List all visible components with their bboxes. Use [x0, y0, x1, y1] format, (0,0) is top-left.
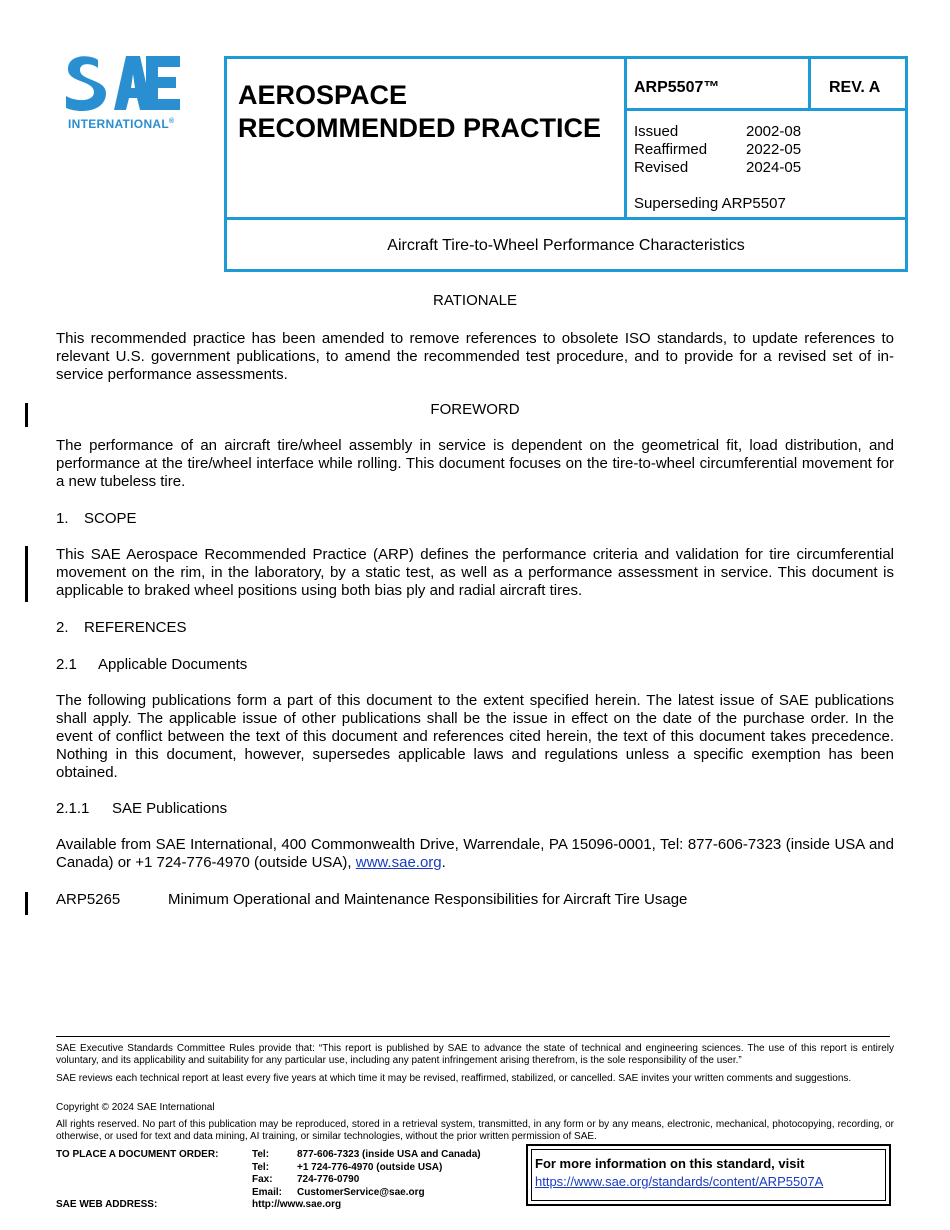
footer-review-text: SAE reviews each technical report at least every five years at which time it may be revised, reaffirmed, stabilized, or cancelled. SAE invites your written comments and suggestions. — [56, 1073, 852, 1084]
contact-row: Fax: 724-776-0790 — [252, 1174, 360, 1185]
standard-link[interactable]: https://www.sae.org/standards/content/ARP5507A — [535, 1174, 824, 1189]
footer-rights-text: All rights reserved. No part of this publication may be reproduced, stored in a retrieval system, transmitted, in any form or by any means, electronic, mechanical, photocopying, recording, or otherwise, or used for text and data mining, AI training, or similar technologies, without the prior written permission of SAE. — [56, 1119, 894, 1142]
date-row-revised: Revised 2024-05 — [634, 159, 802, 176]
date-table — [634, 123, 801, 177]
sae-publications-text: Available from SAE International, 400 Commonwealth Drive, Warrendale, PA 15096-0001, Tel: 877-606-7323 (inside USA and Canada) or +1 724-776-4970 (outside USA), www.sae.org. — [56, 836, 894, 871]
section-2-heading: 2. REFERENCES — [56, 619, 187, 636]
change-bar — [25, 546, 28, 602]
contact-row: Tel: 877-606-7323 (inside USA and Canada) — [252, 1149, 481, 1160]
rationale-heading: RATIONALE — [433, 292, 517, 309]
document-header — [224, 56, 908, 272]
section-2-1-heading: 2.1 Applicable Documents — [56, 656, 248, 673]
rationale-text: This recommended practice has been amended to remove references to obsolete ISO standards, to update references to relevant U.S. government publications, to amend the recommended test procedure, and to provide for a revised set of in-service performance assessments. — [56, 330, 894, 383]
more-info-heading: For more information on this standard, visit — [535, 1156, 805, 1171]
foreword-text: The performance of an aircraft tire/wheel assembly in service is dependent on the geometrical fit, load distribution, and performance at the tire/wheel interface while rolling. This document focuses on the tire-to-wheel circumferential movement for a new tubeless tire. — [56, 437, 894, 490]
foreword-heading: FOREWORD — [430, 401, 520, 418]
section-2-1-1-heading: 2.1.1 SAE Publications — [56, 800, 228, 817]
reference-title: Minimum Operational and Maintenance Responsibilities for Aircraft Tire Usage — [168, 891, 688, 908]
revision-label: REV. A — [829, 79, 881, 96]
sae-website-link[interactable]: www.sae.org — [355, 854, 442, 871]
web-address[interactable]: http://www.sae.org — [252, 1199, 342, 1210]
contact-row: Email: CustomerService@sae.org — [252, 1186, 425, 1198]
footer-copyright: Copyright © 2024 SAE International — [56, 1102, 215, 1113]
contact-row: Tel: +1 724-776-4970 (outside USA) — [252, 1161, 443, 1173]
sae-logo — [62, 52, 202, 114]
order-label: TO PLACE A DOCUMENT ORDER: — [56, 1149, 219, 1160]
date-row-issued: Issued 2002-08 — [634, 123, 802, 140]
web-address-label: SAE WEB ADDRESS: — [56, 1199, 158, 1210]
superseding-note: Superseding ARP5507 — [634, 195, 786, 212]
footer-divider — [56, 1036, 890, 1037]
change-bar — [25, 892, 28, 915]
sae-logo-subtitle: INTERNATIONAL® — [68, 117, 175, 131]
section-1-heading: 1. SCOPE — [56, 510, 137, 527]
document-type: AEROSPACE RECOMMENDED PRACTICE — [238, 80, 602, 143]
more-info-box — [526, 1144, 891, 1206]
sae-logo-mark — [62, 52, 182, 114]
applicable-documents-text: The following publications form a part of this document to the extent specified herein. The latest issue of SAE publications shall apply. The applicable issue of other publications shall be the issue in effect on the date of the purchase order. In the event of conflict between the text of this document and references cited herein, the text of this document takes precedence. Nothing in this document, however, supersedes applicable laws and regulations unless a specific exemption has been obtained. — [56, 692, 894, 781]
scope-text: This SAE Aerospace Recommended Practice (ARP) defines the performance criteria and validation for tire circumferential movement on the rim, in the laboratory, by a static test, as well as a performance assessment in service. This document is applicable to braked wheel positions using both bias ply and radial aircraft tires. — [56, 546, 894, 599]
document-number: ARP5507™ — [634, 79, 720, 96]
reference-item — [56, 891, 687, 908]
date-row-reaffirmed: Reaffirmed 2022-05 — [634, 141, 802, 158]
order-contacts — [252, 1149, 481, 1212]
footer-rules-text: SAE Executive Standards Committee Rules provide that: “This report is published by SAE to advance the state of technical and engineering sciences. The use of this report is entirely voluntary, and its applicability and suitability for any particular use, including any patent infringement arising therefrom, is the sole responsibility of the user.” — [56, 1043, 894, 1066]
reference-code: ARP5265 — [56, 891, 121, 908]
document-title: Aircraft Tire-to-Wheel Performance Characteristics — [387, 237, 745, 254]
